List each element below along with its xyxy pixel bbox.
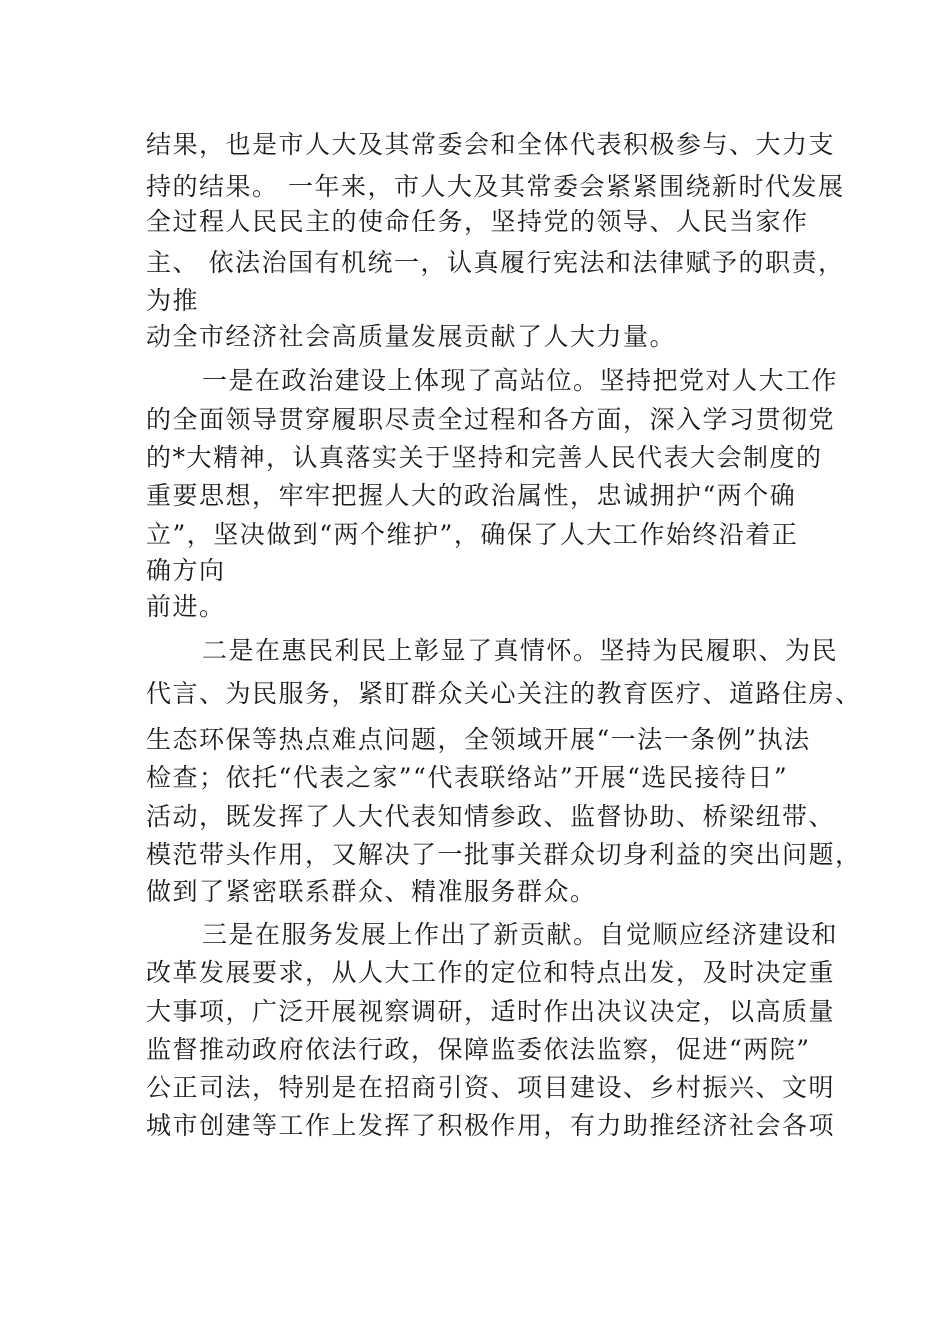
text-line: 改革发展要求，从人大工作的定位和特点出发，及时决定重 <box>146 958 836 987</box>
text-line: 检查；依托“代表之家”“代表联络站”开展“选民接待日” <box>146 763 789 792</box>
text-line: 动全市经济社会高质量发展贡献了人大力量。 <box>146 322 677 351</box>
text-line: 城市创建等工作上发挥了积极作用，有力助推经济社会各项 <box>146 1111 836 1140</box>
text-line: 重要思想，牢牢把握人大的政治属性，忠诚拥护“两个确 <box>146 481 797 510</box>
paragraph-first-line: 三是在服务发展上作出了新贡献。自觉顺应经济建设和 <box>202 920 839 949</box>
text-line: 监督推动政府依法行政，保障监委依法监察，促进“两院” <box>146 1035 811 1064</box>
text-line: 持的结果。 一年来，市人大及其常委会紧紧围绕新时代发展 <box>146 172 845 201</box>
text-line: 公正司法，特别是在招商引资、项目建设、乡村振兴、文明 <box>146 1073 836 1102</box>
text-line: 主、 依法治国有机统一，认真履行宪法和法律赋予的职责， <box>146 248 845 277</box>
text-line: 确方向 <box>146 556 226 585</box>
text-line: 前进。 <box>146 592 226 621</box>
text-line: 生态环保等热点难点问题，全领域开展“一法一条例”执法 <box>146 725 811 754</box>
text-line: 的*大精神，认真落实关于坚持和完善人民代表大会制度的 <box>146 443 823 472</box>
text-line: 结果，也是市人大及其常委会和全体代表积极参与、大力支 <box>146 130 836 159</box>
text-line: 大事项，广泛开展视察调研，适时作出决议决定，以高质量 <box>146 997 836 1026</box>
text-line: 的全面领导贯穿履职尽责全过程和各方面，深入学习贯彻党 <box>146 405 836 434</box>
text-line: 模范带头作用，又解决了一批事关群众切身利益的突出问题， <box>146 840 862 869</box>
text-line: 做到了紧密联系群众、精准服务群众。 <box>146 877 597 906</box>
text-line: 代言、为民服务，紧盯群众关心关注的教育医疗、道路住房、 <box>146 679 862 708</box>
text-line: 活动，既发挥了人大代表知情参政、监督协助、桥梁纽带、 <box>146 802 836 831</box>
paragraph-first-line: 一是在政治建设上体现了高站位。坚持把党对人大工作 <box>202 366 839 395</box>
text-line: 全过程人民民主的使命任务，坚持党的领导、人民当家作 <box>146 207 809 236</box>
text-line: 立”，坚决做到“两个维护”，确保了人大工作始终沿着正 <box>146 520 799 549</box>
text-line: 为推 <box>146 286 200 315</box>
paragraph-first-line: 二是在惠民利民上彰显了真情怀。坚持为民履职、为民 <box>202 636 839 665</box>
